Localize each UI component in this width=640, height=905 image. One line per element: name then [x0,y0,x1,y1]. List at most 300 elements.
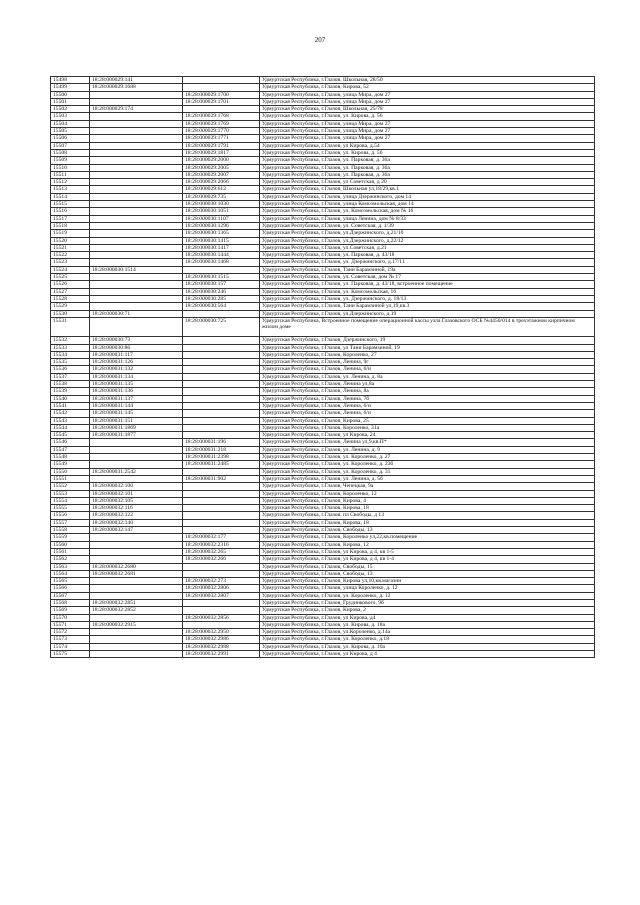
table-row [51,310,595,317]
cadastral-number-cell [90,193,183,200]
table-row [51,570,595,577]
address-cell: Удмуртская Республика, г.Глазов, ул. Ленина, д. 5б [260,475,595,482]
table-row [51,599,595,606]
address-cell: Удмуртская Республика, г.Глазов, Короленко, 12 [260,490,595,497]
cadastral-number-2-cell: 18:28:000029:1791 [183,142,260,149]
cadastral-number-cell: 18:28:000031:137 [90,395,183,402]
cadastral-number-2-cell: 18:28:000032:2806 [183,585,260,592]
cadastral-number-2-cell [183,432,260,439]
cadastral-number-2-cell [183,563,260,570]
table-row [51,454,595,461]
table-row [51,359,595,366]
cadastral-number-cell: 18:28:000032:140 [90,519,183,526]
cadastral-number-2-cell: 18:28:000029:1771 [183,135,260,142]
table-row [51,230,595,237]
cadastral-number-2-cell: 18:28:000029:612 [183,186,260,193]
row-number-cell: 15571 [51,621,90,628]
row-number-cell: 15506 [51,135,90,142]
address-cell: Удмуртская Республика, г.Глазов, Чепецкая, 9а [260,483,595,490]
cadastral-number-cell: 18:28:000032:101 [90,490,183,497]
cadastral-number-2-cell: 18:28:000030:1515 [183,274,260,281]
address-cell: Удмуртская Республика, г.Глазов, Кирова, 25 [260,417,595,424]
cadastral-number-cell [90,201,183,208]
cadastral-number-2-cell: 18:28:000032:2988 [183,643,260,650]
cadastral-number-2-cell: 18:28:000030:1030 [183,201,260,208]
table-row [51,643,595,650]
table-row [51,344,595,351]
cadastral-number-2-cell [183,599,260,606]
address-cell: Удмуртская Республика, г.Глазов, ул.Дзержинского, д.21/10 [260,230,595,237]
table-row [51,259,595,266]
row-number-cell: 15522 [51,252,90,259]
cadastral-number-cell: 18:28:000030:73 [90,337,183,344]
table-row [51,563,595,570]
cadastral-number-2-cell [183,106,260,113]
address-cell: Удмуртская Республика, г.Глазов, ул. Парковая, д. 36а [260,157,595,164]
cadastral-number-cell: 18:28:000032:105 [90,497,183,504]
row-number-cell: 15517 [51,215,90,222]
table-row [51,578,595,585]
cadastral-number-cell [90,439,183,446]
table-row [51,497,595,504]
cadastral-number-2-cell: 18:28:000029:1770 [183,128,260,135]
table-row [51,636,595,643]
row-number-cell: 15531 [51,317,90,337]
row-number-cell: 15500 [51,91,90,98]
address-cell: Удмуртская Республика, г.Глазов, пл Свободы, д 13 [260,512,595,519]
row-number-cell: 15536 [51,366,90,373]
row-number-cell: 15556 [51,512,90,519]
cadastral-number-2-cell: 18:28:000032:2807 [183,592,260,599]
cadastral-number-2-cell [183,84,260,91]
cadastral-number-cell [90,135,183,142]
table-row [51,527,595,534]
address-cell: Удмуртская Республика, г.Глазов, Школьная, 25/78 [260,106,595,113]
table-row [51,519,595,526]
table-row [51,208,595,215]
row-number-cell: 15540 [51,395,90,402]
address-cell: Удмуртская Республика, г.Глазов, Свободы, 13 [260,527,595,534]
table-row [51,135,595,142]
row-number-cell: 15549 [51,461,90,468]
table-row [51,373,595,380]
cadastral-number-2-cell: 18:28:000031:2398 [183,454,260,461]
cadastral-number-cell: 18:28:000031:126 [90,359,183,366]
table-row [51,351,595,358]
cadastral-number-2-cell: 18:28:000032:2986 [183,636,260,643]
address-cell: Удмуртская Республика, г.Глазов, Ленина, 6/и [260,366,595,373]
row-number-cell: 15560 [51,541,90,548]
table-row [51,541,595,548]
row-number-cell: 15564 [51,570,90,577]
address-cell: Удмуртская Республика, г.Глазов, улица Мира, дом 27 [260,128,595,135]
address-cell: Удмуртская Республика, г.Глазов, Ленина, 7б [260,395,595,402]
address-cell: Удмуртская Республика, г.Глазов, ул. Кирова, д. 18а [260,621,595,628]
cadastral-number-cell [90,215,183,222]
address-cell: Удмуртская Республика, г.Глазов, ул. Парковая, д. 36а [260,164,595,171]
table-row [51,91,595,98]
cadastral-number-2-cell: 18:28:000029:1700 [183,91,260,98]
address-cell: Удмуртская Республика, г.Глазов, улица Ленина, дом № 8/33 [260,215,595,222]
registry-table [50,76,595,658]
table-row [51,651,595,658]
table-row [51,483,595,490]
cadastral-number-2-cell: 18:28:000029:1769 [183,120,260,127]
cadastral-number-cell [90,461,183,468]
address-cell: Удмуртская Республика, г.Глазов, улица Мира, дом 27 [260,98,595,105]
cadastral-number-2-cell [183,373,260,380]
cadastral-number-2-cell [183,359,260,366]
row-number-cell: 15529 [51,303,90,310]
cadastral-number-cell: 18:28:000032:2851 [90,599,183,606]
row-number-cell: 15513 [51,186,90,193]
row-number-cell: 15507 [51,142,90,149]
table-row [51,120,595,127]
cadastral-number-cell [90,651,183,658]
table-row [51,77,595,84]
table-row [51,621,595,628]
row-number-cell: 15555 [51,505,90,512]
row-number-cell: 15572 [51,629,90,636]
cadastral-number-cell [90,614,183,621]
table-row [51,402,595,409]
row-number-cell: 15504 [51,120,90,127]
cadastral-number-2-cell [183,337,260,344]
address-cell: Удмуртская Республика, г.Глазов, ул. Короленко, д.18 [260,636,595,643]
cadastral-number-2-cell [183,77,260,84]
address-cell: Удмуртская Республика, г.Глазов, ул. Комсомольская, 16 [260,288,595,295]
cadastral-number-2-cell: 18:28:000029:2066 [183,179,260,186]
table-row [51,128,595,135]
cadastral-number-cell [90,636,183,643]
cadastral-number-2-cell: 18:28:000029:2007 [183,171,260,178]
cadastral-number-cell: 18:28:000032:122 [90,512,183,519]
address-cell: Удмуртская Республика, г.Глазов, Ленина, 8а [260,388,595,395]
table-row [51,417,595,424]
cadastral-number-2-cell [183,344,260,351]
address-cell: Удмуртская Республика, г.Глазов, ул Советская, д 20 [260,179,595,186]
cadastral-number-cell [90,274,183,281]
address-cell: Удмуртская Республика, г.Глазов, ул Тани Барамзиной, 19 [260,344,595,351]
address-cell: Удмуртская Республика, г.Глазов, улица Мира, дом 27 [260,135,595,142]
row-number-cell: 15557 [51,519,90,526]
cadastral-number-cell: 18:28:000030:1514 [90,266,183,273]
address-cell: Удмуртская Республика, г.Глазов, Кирова, 2 [260,607,595,614]
table-row [51,490,595,497]
address-cell: Удмуртская Республика, г.Глазов, ул Кирова, д 4 [260,651,595,658]
cadastral-number-cell: 18:28:000030:86 [90,344,183,351]
cadastral-number-2-cell: 18:28:000031:196 [183,439,260,446]
row-number-cell: 15502 [51,106,90,113]
table-row [51,193,595,200]
cadastral-number-cell [90,259,183,266]
table-row [51,534,595,541]
row-number-cell: 15520 [51,237,90,244]
address-cell: Удмуртская Республика, г.Глазов, ул. Советская, дом № 17 [260,274,595,281]
address-cell: Удмуртская Республика, г.Глазов, ул.Дзержинского, д.19 [260,310,595,317]
table-row [51,381,595,388]
cadastral-number-cell: 18:28:000032:2681 [90,570,183,577]
address-cell: Удмуртская Республика, г.Глазов, улица Дзержинского, дом 14 [260,193,595,200]
cadastral-number-2-cell: 18:28:000032:273 [183,578,260,585]
cadastral-number-2-cell: 18:28:000030:1296 [183,222,260,229]
address-cell: Удмуртская Республика, г.Глазов, ул Кирова, д 4, кв 1-5 [260,548,595,555]
cadastral-number-2-cell: 18:28:000029:1768 [183,113,260,120]
address-cell: Удмуртская Республика, г.Глазов, ул. Короленко, д. 27 [260,454,595,461]
table-row [51,424,595,431]
address-cell: Удмуртская Республика, г.Глазов, Школьная ул,18/29,кв.1 [260,186,595,193]
cadastral-number-cell [90,208,183,215]
cadastral-number-cell [90,454,183,461]
cadastral-number-2-cell: 18:28:000030:246 [183,288,260,295]
address-cell: Удмуртская Республика, г.Глазов, Короленко, 31а [260,424,595,431]
row-number-cell: 15509 [51,157,90,164]
cadastral-number-cell [90,91,183,98]
cadastral-number-cell: 18:28:000032:2680 [90,563,183,570]
cadastral-number-2-cell [183,388,260,395]
row-number-cell: 15563 [51,563,90,570]
cadastral-number-2-cell: 18:28:000030:1051 [183,208,260,215]
cadastral-number-2-cell: 18:28:000032:266 [183,556,260,563]
cadastral-number-2-cell [183,497,260,504]
cadastral-number-cell: 18:28:000029:1688 [90,84,183,91]
cadastral-number-2-cell [183,366,260,373]
cadastral-number-cell [90,288,183,295]
address-cell: Удмуртская Республика, г.Глазов, Кирова, 18 [260,505,595,512]
cadastral-number-cell [90,186,183,193]
address-cell: Удмуртская Республика, г.Глазов, Кирова, 4 [260,497,595,504]
row-number-cell: 15548 [51,454,90,461]
cadastral-number-cell [90,475,183,482]
row-number-cell: 15499 [51,84,90,91]
table-row [51,106,595,113]
cadastral-number-2-cell: 18:28:000030:1107 [183,215,260,222]
cadastral-number-2-cell: 18:28:000031:902 [183,475,260,482]
cadastral-number-cell [90,142,183,149]
table-row [51,607,595,614]
row-number-cell: 15498 [51,77,90,84]
table-row [51,446,595,453]
cadastral-number-cell [90,592,183,599]
cadastral-number-cell: 18:28:000031:135 [90,381,183,388]
cadastral-number-cell [90,120,183,127]
table-row [51,432,595,439]
cadastral-number-cell: 18:28:000029:174 [90,106,183,113]
address-cell: Удмуртская Республика, г.Глазов, ул.Советская, д.21 [260,244,595,251]
row-number-cell: 15545 [51,432,90,439]
table-row [51,179,595,186]
address-cell: Удмуртская Республика, г.Глазов, ул Кирова, д4 [260,614,595,621]
cadastral-number-2-cell: 18:28:000030:157 [183,281,260,288]
cadastral-number-cell [90,295,183,302]
row-number-cell: 15533 [51,344,90,351]
cadastral-number-cell [90,578,183,585]
row-number-cell: 15501 [51,98,90,105]
cadastral-number-cell [90,541,183,548]
row-number-cell: 15526 [51,281,90,288]
table-row [51,410,595,417]
table-row [51,252,595,259]
address-cell: Удмуртская Республика, г.Глазов, ул. Короленко, д. 23б [260,461,595,468]
row-number-cell: 15575 [51,651,90,658]
address-cell: Удмуртская Республика, г.Глазов, Короленко, 27 [260,351,595,358]
table-row [51,548,595,555]
row-number-cell: 15551 [51,475,90,482]
row-number-cell: 15510 [51,164,90,171]
cadastral-number-2-cell: 18:28:000031:218 [183,446,260,453]
cadastral-number-cell [90,534,183,541]
table-row [51,244,595,251]
address-cell: Удмуртская Республика, г.Глазов, ул. Дзержинского, д. 18/13 [260,295,595,302]
address-cell: Удмуртская Республика, г.Глазов, улица Мира, дом 27 [260,120,595,127]
row-number-cell: 15554 [51,497,90,504]
address-cell: Удмуртская Республика, г.Глазов, Кирова, 52 [260,84,595,91]
cadastral-number-cell: 18:28:000031:1877 [90,432,183,439]
cadastral-number-cell [90,222,183,229]
address-cell: Удмуртская Республика, г.Глазов, ул Кирова, д.54 [260,142,595,149]
cadastral-number-cell [90,281,183,288]
page-number: 207 [314,36,326,44]
row-number-cell: 15543 [51,417,90,424]
row-number-cell: 15553 [51,490,90,497]
table-row [51,171,595,178]
table-row [51,201,595,208]
cadastral-number-cell [90,585,183,592]
row-number-cell: 15568 [51,599,90,606]
row-number-cell: 15521 [51,244,90,251]
cadastral-number-cell: 18:28:000032:2915 [90,621,183,628]
table-row [51,274,595,281]
address-cell: Удмуртская Республика, г.Глазов, Ленина ул,8а [260,381,595,388]
row-number-cell: 15573 [51,636,90,643]
cadastral-number-cell [90,128,183,135]
row-number-cell: 15562 [51,556,90,563]
cadastral-number-2-cell: 18:28:000030:1415 [183,237,260,244]
table-row [51,186,595,193]
row-number-cell: 15524 [51,266,90,273]
cadastral-number-2-cell: 18:28:000029:1817 [183,149,260,156]
cadastral-number-cell [90,629,183,636]
cadastral-number-cell: 18:28:000031:151 [90,417,183,424]
address-cell: Удмуртская Республика, г.Глазов, Ленина, 9г [260,359,595,366]
cadastral-number-cell [90,556,183,563]
table-row [51,388,595,395]
address-cell: Удмуртская Республика, г.Глазов, Грудинкового, 9б [260,599,595,606]
row-number-cell: 15542 [51,410,90,417]
cadastral-number-cell: 18:28:000032:2852 [90,607,183,614]
row-number-cell: 15516 [51,208,90,215]
row-number-cell: 15535 [51,359,90,366]
row-number-cell: 15505 [51,128,90,135]
row-number-cell: 15534 [51,351,90,358]
row-number-cell: 15514 [51,193,90,200]
cadastral-number-cell [90,149,183,156]
cadastral-number-cell: 18:28:000031:2542 [90,468,183,475]
address-cell: Удмуртская Республика, г.Глазов, ул. Парковая, д. 43/18, встроенное помещение [260,281,595,288]
cadastral-number-2-cell [183,570,260,577]
row-number-cell: 15550 [51,468,90,475]
address-cell: Удмуртская Республика, г.Глазов, Кирова, 12 [260,541,595,548]
row-number-cell: 15518 [51,222,90,229]
cadastral-number-cell [90,446,183,453]
cadastral-number-2-cell: 18:28:000030:1417 [183,244,260,251]
table-row [51,303,595,310]
address-cell: Удмуртская Республика, г.Глазов, ул. Советская, д. 1/39 [260,222,595,229]
cadastral-number-2-cell: 18:28:000030:564 [183,303,260,310]
cadastral-number-2-cell [183,607,260,614]
address-cell: Удмуртская Республика, г.Глазов, Свободы, 13 [260,570,595,577]
address-cell: Удмуртская Республика, г.Глазов, улица Мира, дом 27 [260,91,595,98]
table-row [51,84,595,91]
table-row [51,592,595,599]
table-row [51,512,595,519]
table-row [51,505,595,512]
cadastral-number-cell: 18:28:000032:147 [90,527,183,534]
table-row [51,461,595,468]
row-number-cell: 15519 [51,230,90,237]
cadastral-number-2-cell [183,402,260,409]
cadastral-number-2-cell: 18:28:000029:2005 [183,164,260,171]
cadastral-number-2-cell [183,351,260,358]
address-cell: Удмуртская Республика, г.Глазов, ул. Парковая, д. 36а [260,171,595,178]
table-row [51,98,595,105]
cadastral-number-2-cell: 18:28:000029:2000 [183,157,260,164]
address-cell: Удмуртская Республика, г.Глазов, ул. Короленко, д. 12 [260,592,595,599]
cadastral-number-cell [90,98,183,105]
cadastral-number-cell: 18:28:000031:144 [90,402,183,409]
cadastral-number-cell [90,230,183,237]
cadastral-number-2-cell: 18:28:000031:2485 [183,461,260,468]
row-number-cell: 15544 [51,424,90,431]
cadastral-number-2-cell: 18:28:000029:735 [183,193,260,200]
cadastral-number-2-cell: 18:28:000030:1468 [183,259,260,266]
cadastral-number-cell [90,113,183,120]
row-number-cell: 15527 [51,288,90,295]
address-cell: Удмуртская Республика, г.Глазов, Короленко ул,22,кв.помещение [260,534,595,541]
cadastral-number-2-cell: 18:28:000030:725 [183,317,260,337]
cadastral-number-cell [90,548,183,555]
row-number-cell: 15503 [51,113,90,120]
address-cell: Удмуртская Республика, г.Глазов, ул Кирова, д 4, кв 1-4 [260,556,595,563]
table-row [51,556,595,563]
cadastral-number-cell: 18:28:000032:100 [90,483,183,490]
table-row [51,366,595,373]
address-cell: Удмуртская Республика, г.Глазов, ул.Короленко, д.14а [260,629,595,636]
address-cell: Удмуртская Республика, г.Глазов, Ленина ул,9,кв.П* [260,439,595,446]
row-number-cell: 15547 [51,446,90,453]
address-cell: Удмуртская Республика, г.Глазов, улица Короленко, д. 12 [260,585,595,592]
cadastral-number-2-cell [183,483,260,490]
row-number-cell: 15565 [51,578,90,585]
address-cell: Удмуртская Республика, г.Глазов, ул Кирова, 24 [260,432,595,439]
cadastral-number-cell [90,317,183,337]
cadastral-number-2-cell [183,527,260,534]
row-number-cell: 15574 [51,643,90,650]
address-cell: Удмуртская Республика, г.Глазов, ул. Короленко, д. 31 [260,468,595,475]
table-row [51,266,595,273]
table-row [51,468,595,475]
cadastral-number-cell: 18:28:000031:136 [90,388,183,395]
row-number-cell: 15537 [51,373,90,380]
row-number-cell: 15566 [51,585,90,592]
row-number-cell: 15552 [51,483,90,490]
address-cell: Удмуртская Республика, г.Глазов, Тани Барамзиной, 19а [260,266,595,273]
row-number-cell: 15539 [51,388,90,395]
row-number-cell: 15567 [51,592,90,599]
cadastral-number-2-cell [183,410,260,417]
table-row [51,337,595,344]
cadastral-number-cell [90,643,183,650]
